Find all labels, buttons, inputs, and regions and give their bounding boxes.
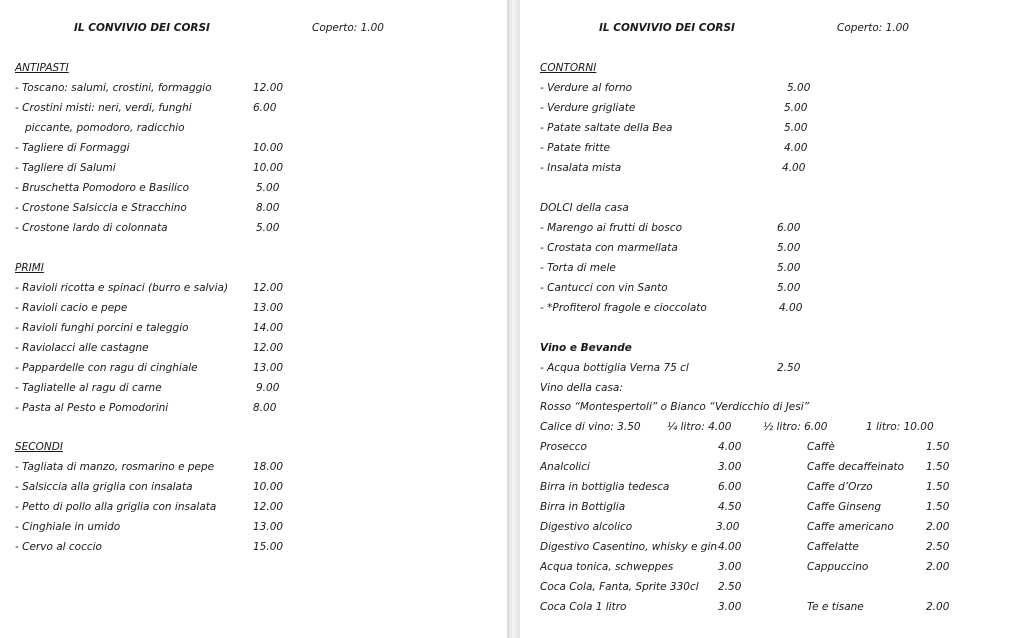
- item-price: 4.00: [779, 302, 803, 314]
- item-price: 13.00: [253, 302, 284, 314]
- item-name: - Ravioli cacio e pepe: [15, 302, 128, 314]
- item-name: - Patate saltate della Bea: [540, 122, 673, 134]
- item-name: - Crostone lardo di colonnata: [15, 222, 168, 234]
- item-name: - Crostini misti: neri, verdi, funghi: [15, 102, 192, 114]
- item-name: - Ravioli ricotta e spinaci (burro e salvia): [15, 282, 229, 294]
- item-price: 5.00: [777, 242, 801, 254]
- item-name: - Tagliata di manzo, rosmarino e pepe: [15, 461, 215, 473]
- item-price: 5.00: [256, 182, 280, 194]
- item-name: piccante, pomodoro, radicchio: [25, 122, 185, 134]
- item-name: Caffelatte: [807, 541, 859, 553]
- section-heading-primi: PRIMI: [15, 262, 44, 274]
- coperto-label: Coperto: 1.00: [837, 22, 909, 34]
- section-heading-contorni: CONTORNI: [540, 62, 597, 74]
- item-name: Prosecco: [540, 441, 587, 453]
- item-price: 3.00: [718, 601, 742, 613]
- item-price: 13.00: [253, 521, 284, 533]
- item-name: Caffè: [807, 441, 835, 453]
- item-price: 1.50: [926, 461, 950, 473]
- item-name: - Torta di mele: [540, 262, 616, 274]
- section-heading-vino: Vino e Bevande: [540, 342, 632, 354]
- item-name: Caffe Ginseng: [807, 501, 882, 513]
- item-price: 5.00: [787, 82, 811, 94]
- item-price: 5.00: [784, 122, 808, 134]
- item-name: - Verdure grigliate: [540, 102, 636, 114]
- item-price: 8.00: [256, 202, 280, 214]
- item-name: - Cantucci con vin Santo: [540, 282, 668, 294]
- item-name: Coca Cola, Fanta, Sprite 330cl: [540, 581, 699, 593]
- item-name: - Cinghiale in umido: [15, 521, 121, 533]
- item-name: - Acqua bottiglia Verna 75 cl: [540, 362, 689, 374]
- item-price: 2.50: [926, 541, 950, 553]
- restaurant-title: IL CONVIVIO DEI CORSI: [599, 22, 735, 34]
- item-name: Coca Cola 1 litro: [540, 601, 627, 613]
- item-price: 5.00: [777, 282, 801, 294]
- item-price: 2.00: [926, 601, 950, 613]
- item-name: - Marengo ai frutti di bosco: [540, 222, 683, 234]
- item-price: 4.00: [718, 441, 742, 453]
- item-price: 3.00: [718, 561, 742, 573]
- item-price: 4.00: [718, 541, 742, 553]
- item-name: - Patate fritte: [540, 142, 610, 154]
- house-wine-label: Vino della casa:: [540, 382, 623, 394]
- item-price: 10.00: [253, 481, 284, 493]
- item-price: 18.00: [253, 461, 284, 473]
- wine-litre-price: 1 litro: 10.00: [866, 421, 934, 433]
- item-name: Cappuccino: [807, 561, 869, 573]
- item-name: Digestivo alcolico: [540, 521, 633, 533]
- section-heading-antipasti: ANTIPASTI: [15, 62, 69, 74]
- item-price: 1.50: [926, 481, 950, 493]
- wine-half-litre-price: ½ litro: 6.00: [763, 421, 828, 433]
- item-price: 6.00: [777, 222, 801, 234]
- menu-page-left: [0, 0, 507, 638]
- section-heading-secondi: SECONDI: [15, 441, 63, 453]
- menu-page-right: [520, 0, 1024, 638]
- wine-quarter-litre-price: ¼ litro: 4.00: [667, 421, 732, 433]
- item-name: Acqua tonica, schweppes: [540, 561, 674, 573]
- item-price: 1.50: [926, 441, 950, 453]
- item-price: 10.00: [253, 162, 284, 174]
- item-price: 4.50: [718, 501, 742, 513]
- item-price: 2.50: [718, 581, 742, 593]
- item-name: - Pappardelle con ragu di cinghiale: [15, 362, 198, 374]
- item-price: 9.00: [256, 382, 280, 394]
- restaurant-title: IL CONVIVIO DEI CORSI: [74, 22, 210, 34]
- item-name: - Pasta al Pesto e Pomodorini: [15, 402, 169, 414]
- item-name: - Tagliere di Salumi: [15, 162, 116, 174]
- item-name: - Salsiccia alla griglia con insalata: [15, 481, 193, 493]
- item-name: Caffe decaffeinato: [807, 461, 905, 473]
- item-name: Digestivo Casentino, whisky e gin: [540, 541, 718, 553]
- item-name: - Tagliatelle al ragu di carne: [15, 382, 162, 394]
- item-price: 5.00: [256, 222, 280, 234]
- page-gutter: [507, 0, 520, 638]
- item-price: 1.50: [926, 501, 950, 513]
- item-price: 6.00: [718, 481, 742, 493]
- item-name: Te e tisane: [807, 601, 864, 613]
- item-name: - Verdure al forno: [540, 82, 633, 94]
- item-price: 3.00: [718, 461, 742, 473]
- item-name: - Crostata con marmellata: [540, 242, 678, 254]
- section-heading-dolci: DOLCI della casa: [540, 202, 629, 214]
- item-price: 14.00: [253, 322, 284, 334]
- item-price: 2.00: [926, 561, 950, 573]
- item-name: - Bruschetta Pomodoro e Basilico: [15, 182, 190, 194]
- item-name: Analcolici: [540, 461, 590, 473]
- item-price: 2.00: [926, 521, 950, 533]
- item-name: - Raviolacci alle castagne: [15, 342, 149, 354]
- item-price: 12.00: [253, 282, 284, 294]
- item-price: 10.00: [253, 142, 284, 154]
- item-price: 12.00: [253, 82, 284, 94]
- item-name: - Insalata mista: [540, 162, 622, 174]
- item-price: 8.00: [253, 402, 277, 414]
- item-name: Caffe americano: [807, 521, 894, 533]
- item-price: 6.00: [253, 102, 277, 114]
- item-name: Birra in bottiglia tedesca: [540, 481, 670, 493]
- item-name: Birra in Bottiglia: [540, 501, 626, 513]
- coperto-label: Coperto: 1.00: [312, 22, 384, 34]
- item-name: - Petto di pollo alla griglia con insalata: [15, 501, 217, 513]
- house-wine-description: Rosso “Montespertoli” o Bianco “Verdicchio di Jesi”: [540, 401, 810, 413]
- item-name: - Ravioli funghi porcini e taleggio: [15, 322, 189, 334]
- item-price: 13.00: [253, 362, 284, 374]
- item-name: - *Profiterol fragole e cioccolato: [540, 302, 707, 314]
- item-name: - Crostone Salsiccia e Stracchino: [15, 202, 187, 214]
- item-price: 2.50: [777, 362, 801, 374]
- item-name: Caffe d’Orzo: [807, 481, 873, 493]
- wine-calice-price: Calice di vino: 3.50: [540, 421, 641, 433]
- item-price: 15.00: [253, 541, 284, 553]
- item-price: 5.00: [784, 102, 808, 114]
- item-price: 12.00: [253, 342, 284, 354]
- item-price: 3.00: [716, 521, 740, 533]
- item-name: - Cervo al coccio: [15, 541, 102, 553]
- item-price: 5.00: [777, 262, 801, 274]
- item-price: 12.00: [253, 501, 284, 513]
- item-name: - Toscano: salumi, crostini, formaggio: [15, 82, 212, 94]
- item-price: 4.00: [782, 162, 806, 174]
- item-name: - Tagliere di Formaggi: [15, 142, 130, 154]
- item-price: 4.00: [784, 142, 808, 154]
